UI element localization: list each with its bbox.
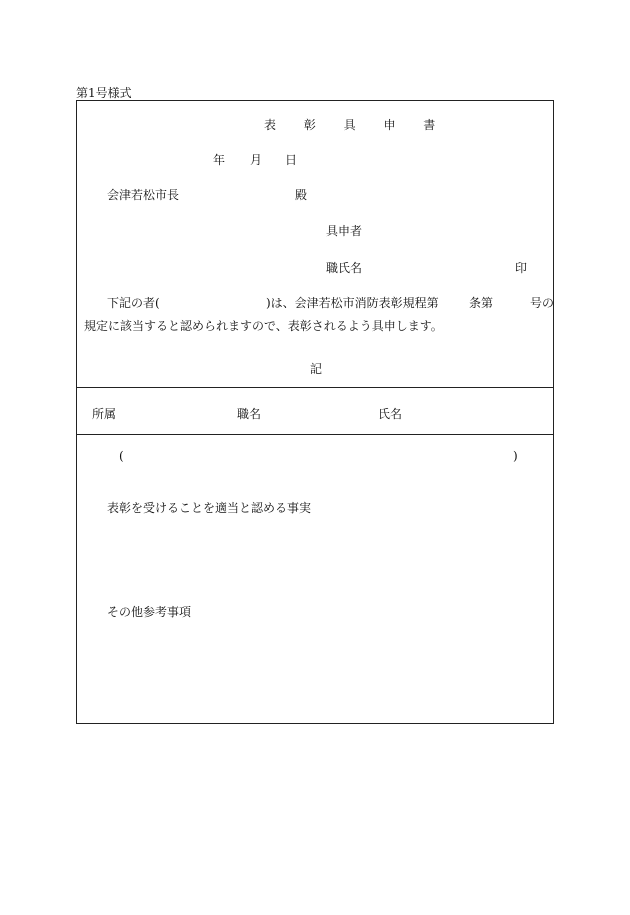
applicant-name-label: 職氏名 — [326, 261, 363, 275]
body-line2: 規定に該当すると認められますので、表彰されるよう具申します。 — [84, 319, 443, 333]
ki-label: 記 — [310, 362, 323, 376]
addressee-honorific: 殿 — [295, 188, 308, 202]
date-year: 年 — [213, 153, 226, 167]
table-affiliation: 所属 — [92, 407, 117, 421]
divider-lower — [77, 434, 553, 435]
paren-close: ) — [513, 449, 518, 463]
body-line1-a: 下記の者( — [107, 296, 160, 310]
form-title: 表 彰 具 申 書 — [264, 118, 448, 132]
body-line1-d: 号の — [530, 296, 555, 310]
date-day: 日 — [285, 153, 298, 167]
body-line1-b: )は、会津若松市消防表彰規程第 — [266, 296, 439, 310]
form-number: 第1号様式 — [76, 86, 132, 100]
addressee-name: 会津若松市長 — [107, 188, 180, 202]
facts-label: 表彰を受けることを適当と認める事実 — [107, 501, 312, 515]
table-name: 氏名 — [378, 407, 403, 421]
divider-upper — [77, 387, 553, 388]
paren-open: ( — [119, 449, 124, 463]
body-line1-c: 条第 — [469, 296, 494, 310]
date-month: 月 — [250, 153, 263, 167]
table-position: 職名 — [237, 407, 262, 421]
seal-mark: 印 — [515, 261, 528, 275]
applicant-label: 具申者 — [326, 224, 363, 238]
other-label: その他参考事項 — [107, 605, 192, 619]
